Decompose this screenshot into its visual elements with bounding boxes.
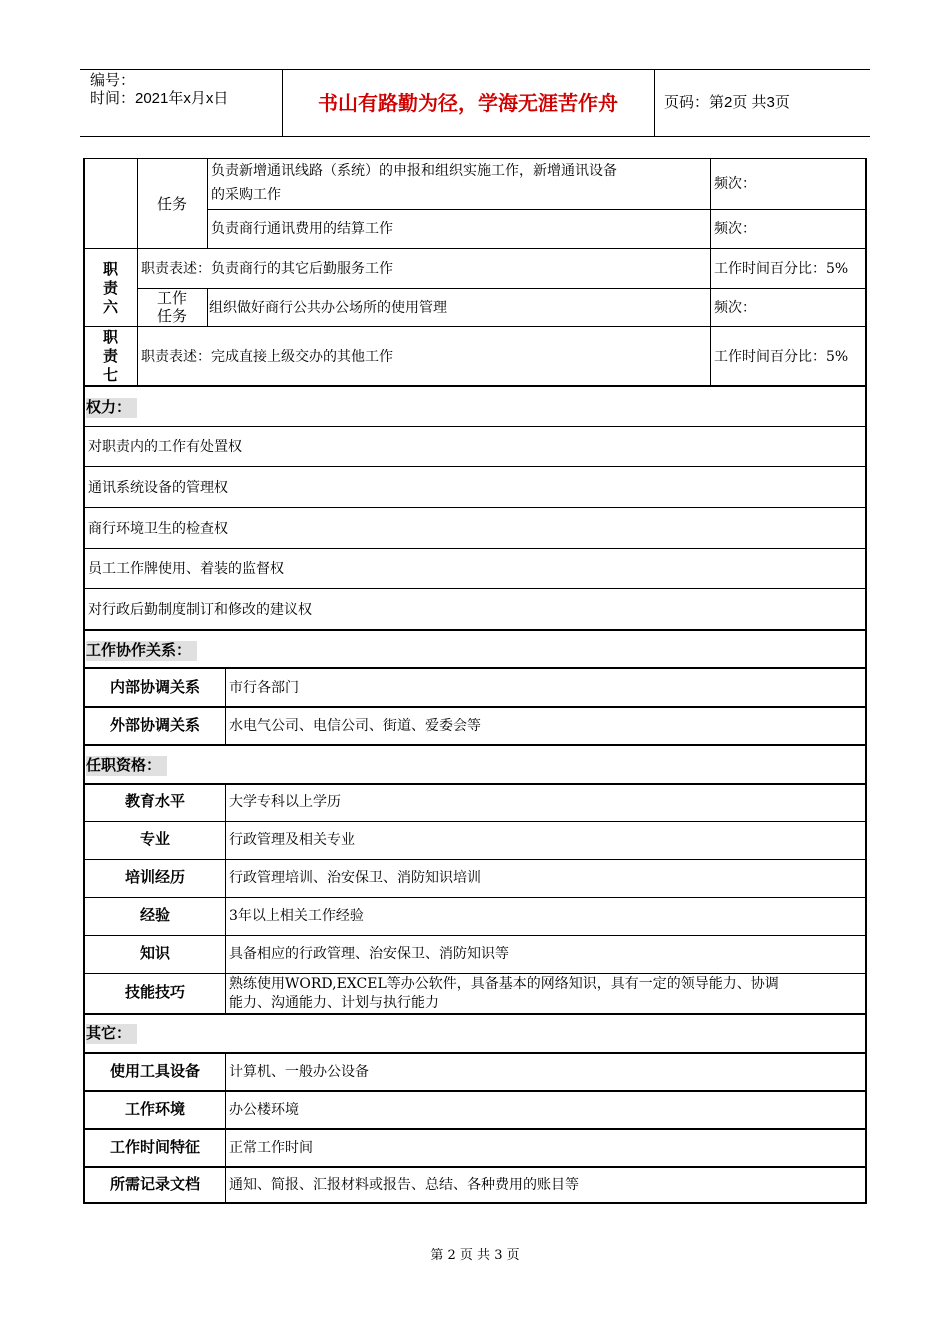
duty6-label-char: 职: [102, 261, 118, 278]
duty6-task-label: 任务: [156, 307, 187, 325]
other-label: 所需记录文档: [109, 1176, 200, 1193]
duty7-description: 职责表述：完成直接上级交办的其他工作: [141, 349, 393, 365]
qualification-section-title: 任职资格：: [86, 756, 167, 776]
table-rule: [225, 783, 226, 1014]
table-rule: [83, 1052, 867, 1054]
other-value: 计算机、一般办公设备: [229, 1064, 369, 1080]
other-label: 工作环境: [124, 1101, 185, 1118]
cooperation-label: 外部协调关系: [109, 717, 200, 734]
other-section-title: 其它：: [86, 1024, 137, 1044]
table-rule: [83, 1090, 867, 1092]
header-bottom-rule: [80, 136, 870, 137]
qualification-value: 行政管理培训、治安保卫、消防知识培训: [229, 870, 481, 886]
qualification-value-line2: 能力、沟通能力、计划与执行能力: [229, 995, 439, 1011]
cooperation-section-title: 工作协作关系：: [86, 641, 197, 661]
qualification-value: 3年以上相关工作经验: [229, 908, 364, 924]
authority-section-title: 权力：: [86, 398, 137, 418]
table-rule: [83, 935, 867, 936]
table-rule: [83, 973, 867, 974]
duty7-percent: 工作时间百分比：5%: [714, 349, 849, 365]
other-value: 办公楼环境: [229, 1102, 299, 1118]
table-rule: [83, 783, 867, 785]
table-rule: [83, 744, 867, 746]
table-rule: [83, 1202, 867, 1204]
other-value: 正常工作时间: [229, 1140, 313, 1156]
authority-item: 对行政后勤制度制订和修改的建议权: [88, 602, 312, 618]
qualification-label: 培训经历: [124, 869, 185, 886]
duty6-description: 职责表述：负责商行的其它后勤服务工作: [141, 261, 393, 277]
cooperation-value: 市行各部门: [229, 680, 299, 696]
document-number-label: 编号：: [90, 72, 136, 89]
header-top-rule: [80, 69, 870, 70]
task2-text: 负责商行通讯费用的结算工作: [211, 221, 393, 237]
table-rule: [83, 548, 867, 549]
cooperation-label: 内部协调关系: [109, 679, 200, 696]
duty6-task-label: 工作: [156, 289, 187, 307]
authority-item: 员工工作牌使用、着装的监督权: [88, 561, 284, 577]
table-rule: [207, 209, 865, 210]
authority-item: 商行环境卫生的检查权: [88, 521, 228, 537]
qualification-value: 行政管理及相关专业: [229, 832, 355, 848]
task1-line2: 的采购工作: [211, 187, 281, 203]
qualification-value: 大学专科以上学历: [229, 794, 341, 810]
other-label: 工作时间特征: [109, 1139, 200, 1156]
cooperation-value: 水电气公司、电信公司、街道、爱委会等: [229, 718, 481, 734]
table-rule: [83, 897, 867, 898]
table-rule: [207, 288, 208, 326]
duty6-task-frequency: 频次：: [714, 300, 756, 316]
table-rule: [137, 158, 138, 386]
duty6-percent: 工作时间百分比：5%: [714, 261, 849, 277]
qualification-label: 经验: [139, 907, 170, 924]
other-label: 使用工具设备: [109, 1063, 200, 1080]
page-indicator: 页码：第2页 共3页: [664, 94, 790, 111]
task2-frequency: 频次：: [714, 221, 756, 237]
table-rule: [83, 629, 867, 631]
duty6-label-char: 六: [102, 299, 118, 316]
table-rule: [83, 667, 867, 669]
table-rule: [83, 248, 867, 249]
table-rule: [83, 385, 867, 387]
table-rule: [83, 588, 867, 589]
table-rule: [225, 667, 226, 745]
header-motto: 书山有路勤为径，学海无涯苦作舟: [318, 93, 618, 115]
other-value: 通知、简报、汇报材料或报告、总结、各种费用的账目等: [229, 1177, 579, 1193]
qualification-label: 教育水平: [124, 793, 185, 810]
table-rule: [83, 1013, 867, 1015]
table-rule: [83, 1128, 867, 1130]
table-rule: [83, 466, 867, 467]
qualification-value: 具备相应的行政管理、治安保卫、消防知识等: [229, 946, 509, 962]
table-rule: [83, 426, 867, 427]
table-rule: [83, 706, 867, 708]
duty6-label-char: 责: [102, 280, 118, 297]
table-rule: [207, 158, 208, 248]
table-rule: [83, 326, 867, 327]
qualification-value-line1: 熟练使用WORD,EXCEL等办公软件，具备基本的网络知识，具有一定的领导能力、协调: [229, 976, 779, 992]
table-rule: [225, 1052, 226, 1203]
task1-frequency: 频次：: [714, 176, 756, 192]
authority-item: 通讯系统设备的管理权: [88, 480, 228, 496]
authority-item: 对职责内的工作有处置权: [88, 439, 242, 455]
qualification-label: 专业: [139, 831, 170, 848]
page-footer: 第 2 页 共 3 页: [430, 1248, 520, 1263]
table-rule: [83, 859, 867, 860]
task1-line1: 负责新增通讯线路（系统）的申报和组织实施工作，新增通讯设备: [211, 163, 617, 179]
table-rule: [83, 507, 867, 508]
table-rule: [83, 1166, 867, 1168]
duty7-label-char: 七: [102, 367, 118, 384]
table-right-border: [865, 158, 867, 1203]
table-rule: [710, 158, 711, 386]
duty7-label-char: 责: [102, 348, 118, 365]
qualification-label: 知识: [139, 945, 170, 962]
task-label: 任务: [156, 195, 187, 213]
table-rule: [83, 821, 867, 822]
table-rule: [83, 158, 867, 159]
document-date: 时间：2021年x月x日: [90, 90, 229, 107]
header-divider: [654, 69, 655, 136]
qualification-label: 技能技巧: [124, 984, 185, 1001]
duty7-label-char: 职: [102, 329, 118, 346]
duty6-task-text: 组织做好商行公共办公场所的使用管理: [209, 300, 447, 316]
table-rule: [137, 288, 867, 289]
